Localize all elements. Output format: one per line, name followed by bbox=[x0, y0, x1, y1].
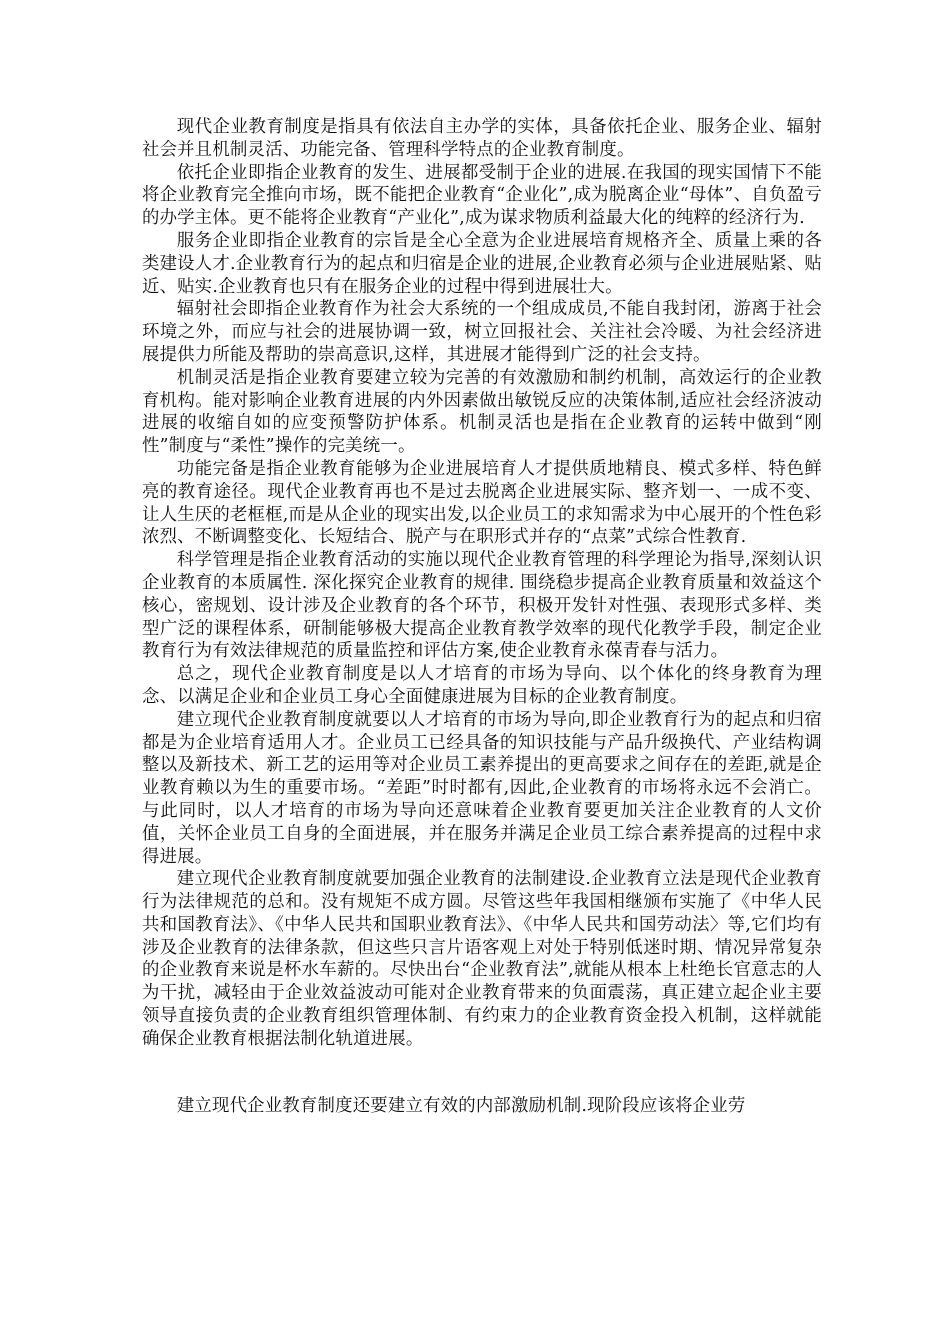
paragraph-summary: 总之，现代企业教育制度是以人才培育的市场为导向、以个体化的终身教育为理念、以满足企业和企业员工身心全面健康进展为目标的企业教育制度。 bbox=[142, 664, 822, 707]
paragraph-incentive-mechanism: 建立现代企业教育制度还要建立有效的内部激励机制.现阶段应该将企业劳 bbox=[176, 1095, 746, 1116]
document-body bbox=[142, 116, 822, 1117]
paragraph-definition: 现代企业教育制度是指具有依法自主办学的实体，具备依托企业、服务企业、辐射社会并且机制灵活、功能完备、管理科学特点的企业教育制度。 bbox=[142, 117, 822, 160]
paragraph-spacer bbox=[142, 1051, 822, 1095]
paragraph-complete-functions: 功能完备是指企业教育能够为企业进展培育人才提供质地精良、模式多样、特色鲜亮的教育途径。现代企业教育再也不是过去脱离企业进展实际、整齐划一、一成不变、让人生厌的老框框,而是从企业的现实出发,以企业员工的求知需求为中心展开的个性色彩浓烈、不断调整变化、长短结合、脱产与在职形式并存的“点菜”式综合性教育. bbox=[142, 458, 822, 548]
paragraph-rely-on-enterprise: 依托企业即指企业教育的发生、进展都受制于企业的进展.在我国的现实国情下不能将企业教育完全推向市场，既不能把企业教育“企业化”,成为脱离企业“母体”、自负盈亏的办学主体。更不能将企业教育“产业化”,成为谋求物质利益最大化的纯粹的经济行为. bbox=[142, 162, 822, 229]
paragraph-radiate-society: 辐射社会即指企业教育作为社会大系统的一个组成成员,不能自我封闭，游离于社会环境之外，而应与社会的进展协调一致，树立回报社会、关注社会冷暖、为社会经济进展提供力所能及帮助的崇高意识,这样，其进展才能得到广泛的社会支持。 bbox=[142, 299, 822, 365]
paragraph-legal-construction: 建立现代企业教育制度就要加强企业教育的法制建设.企业教育立法是现代企业教育行为法律规范的总和。没有规矩不成方圆。尽管这些年我国相继颁布实施了《中华人民共和国教育法》、《中华人民共和国职业教育法》、《中华人民共和国劳动法〉等,它们均有涉及企业教育的法律条款，但这些只言片语客观上对处于特别低迷时期、情况异常复杂的企业教育来说是杯水车薪的。尽快出台“企业教育法”,就能从根本上杜绝长官意志的人为干扰，减轻由于企业效益波动可能对企业教育带来的负面震荡，真正建立起企业主要领导直接负责的企业教育组织管理体制、有约束力的企业教育资金投入机制，这样就能确保企业教育根据法制化轨道进展。 bbox=[142, 869, 822, 1049]
paragraph-serve-enterprise: 服务企业即指企业教育的宗旨是全心全意为企业进展培育规格齐全、质量上乘的各类建设人才.企业教育行为的起点和归宿是企业的进展,企业教育必须与企业进展贴紧、贴近、贴实.企业教育也只有在服务企业的过程中得到进展壮大。 bbox=[142, 230, 822, 297]
paragraph-scientific-management: 科学管理是指企业教育活动的实施以现代企业教育管理的科学理论为指导,深刻认识企业教育的本质属性. 深化探究企业教育的规律. 围绕稳步提高企业教育质量和效益这个核心，密规划、设计涉及企业教育的各个环节，积极开发针对性强、表现形式多样、类型广泛的课程体系，研制能够极大提高企业教育教学效率的现代化教学手段，制定企业教育行为有效法律规范的质量监控和评估方案,使企业教育永葆青春与活力。 bbox=[142, 550, 822, 662]
paragraph-market-orientation: 建立现代企业教育制度就要以人才培育的市场为导向,即企业教育行为的起点和归宿都是为企业培育适用人才。企业员工已经具备的知识技能与产品升级换代、产业结构调整以及新技术、新工艺的运用等对企业员工素养提出的更高要求之间存在的差距,就是企业教育赖以为生的重要市场。“差距”时时都有,因此,企业教育的市场将永远不会消亡。与此同时，以人才培育的市场为导向还意味着企业教育要更加关注企业教育的人文价值，关怀企业员工自身的全面进展，并在服务并满足企业员工综合素养提高的过程中求得进展。 bbox=[142, 709, 822, 867]
paragraph-flexible-mechanism: 机制灵活是指企业教育要建立较为完善的有效激励和制约机制，高效运行的企业教育机构。能对影响企业教育进展的内外因素做出敏锐反应的决策体制,适应社会经济波动进展的收缩自如的应变预警防护体系。机制灵活也是指在企业教育的运转中做到“刚性”制度与“柔性”操作的完美统一。 bbox=[142, 367, 822, 457]
